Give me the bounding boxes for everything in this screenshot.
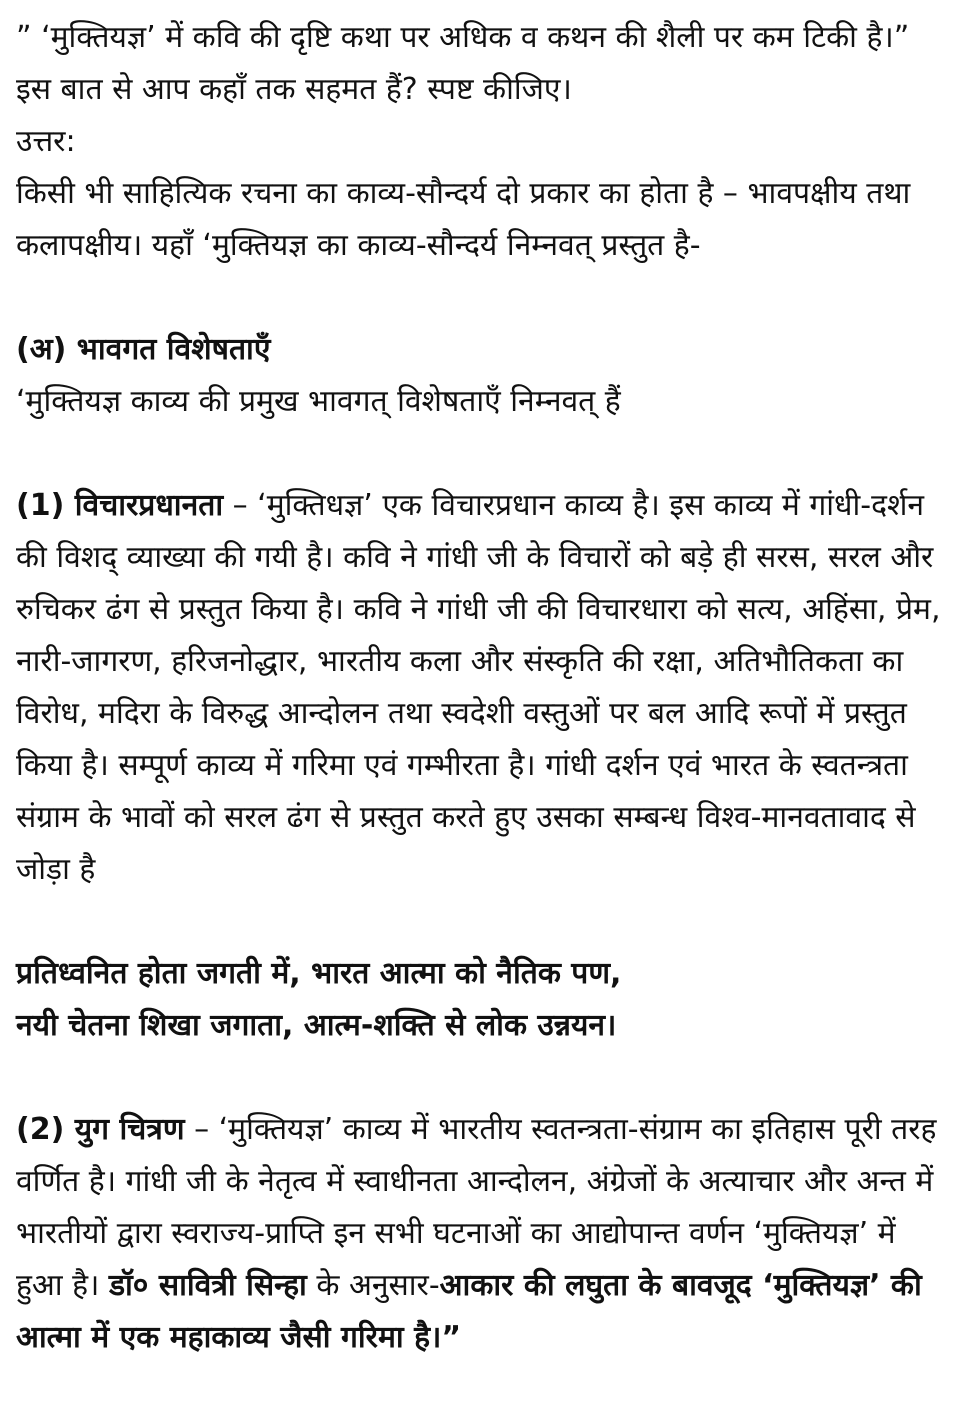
point-2-body: – ‘मुक्तियज्ञ’ काव्य में भारतीय स्वतन्त्रता-संग्राम का इतिहास पूरी तरह वर्णित है। गांधी जी के नेतृत्व में स्वाधीनता आन्दोलन, अंग्रेजों के अत्याचार और अन्त में भारतीयों द्वारा स्वराज्य-प्राप्ति इन सभी घटनाओं का आद्योपान्त वर्णन ‘मुक्तियज्ञ’ में हुआ है। (16, 1112, 937, 1303)
answer-label: उत्तर: (16, 124, 76, 159)
point-2-author: डॉ० सावित्री सिन्हा (108, 1268, 307, 1303)
point-2-middle: के अनुसार- (306, 1268, 440, 1303)
point-1-body: – ‘मुक्तिधज्ञ’ एक विचारप्रधान काव्य है। इस काव्य में गांधी-दर्शन की विशद् व्याख्या की गयी है। कवि ने गांधी जी के विचारों को बड़े ही सरस, सरल और रुचिकर ढंग से प्रस्तुत किया है। कवि ने गांधी जी की विचारधारा को सत्य, अहिंसा, प्रेम, नारी-जागरण, हरिजनोद्धार, भारतीय कला और संस्कृति की रक्षा, अतिभौतिकता का विरोध, मदिरा के विरुद्ध आन्दोलन तथा स्वदेशी वस्तुओं पर बल आदि रूपों में प्रस्तुत किया है। सम्पूर्ण काव्य में गरिमा एवं गम्भीरता है। गांधी दर्शन एवं भारत के स्वतन्त्रता संग्राम के भावों को सरल ढंग से प्रस्तुत करते हुए उसका सम्बन्ध विश्व-मानवतावाद से जोड़ा है (16, 488, 941, 887)
spacer (16, 272, 946, 324)
verse-line-2: नयी चेतना शिखा जगाता, आत्म-शक्ति से लोक उन्नयन। (16, 1008, 617, 1043)
spacer (16, 896, 946, 948)
point-2-quote: आकार की लघुता के बावजूद ‘मुक्तियज्ञ’ की आत्मा में एक महाकाव्य जैसी गरिमा है।” (16, 1268, 922, 1355)
point-1-paragraph (16, 480, 946, 896)
section-a-intro: ‘मुक्तियज्ञ काव्य की प्रमुख भावगत् विशेषताएँ निम्नवत् हैं (16, 384, 621, 419)
verse-line-1: प्रतिध्वनित होता जगती में, भारत आत्मा को नैतिक पण, (16, 956, 622, 991)
answer-intro: किसी भी साहित्यिक रचना का काव्य-सौन्दर्य दो प्रकार का होता है – भावपक्षीय तथा कलापक्षीय। यहाँ ‘मुक्तियज्ञ का काव्य-सौन्दर्य निम्नवत् प्रस्तुत है- (16, 176, 911, 263)
point-2-paragraph (16, 1104, 946, 1364)
question-text: ” ‘मुक्तियज्ञ’ में कवि की दृष्टि कथा पर अधिक व कथन की शैली पर कम टिकी है।” इस बात से आप कहाँ तक सहमत हैं? स्पष्ट कीजिए। (16, 20, 910, 107)
spacer (16, 1052, 946, 1104)
section-a-heading: (अ) भावगत विशेषताएँ (16, 332, 271, 367)
point-1-title: (1) विचारप्रधानता (16, 488, 224, 523)
point-2-title: (2) युग चित्रण (16, 1112, 185, 1147)
spacer (16, 428, 946, 480)
